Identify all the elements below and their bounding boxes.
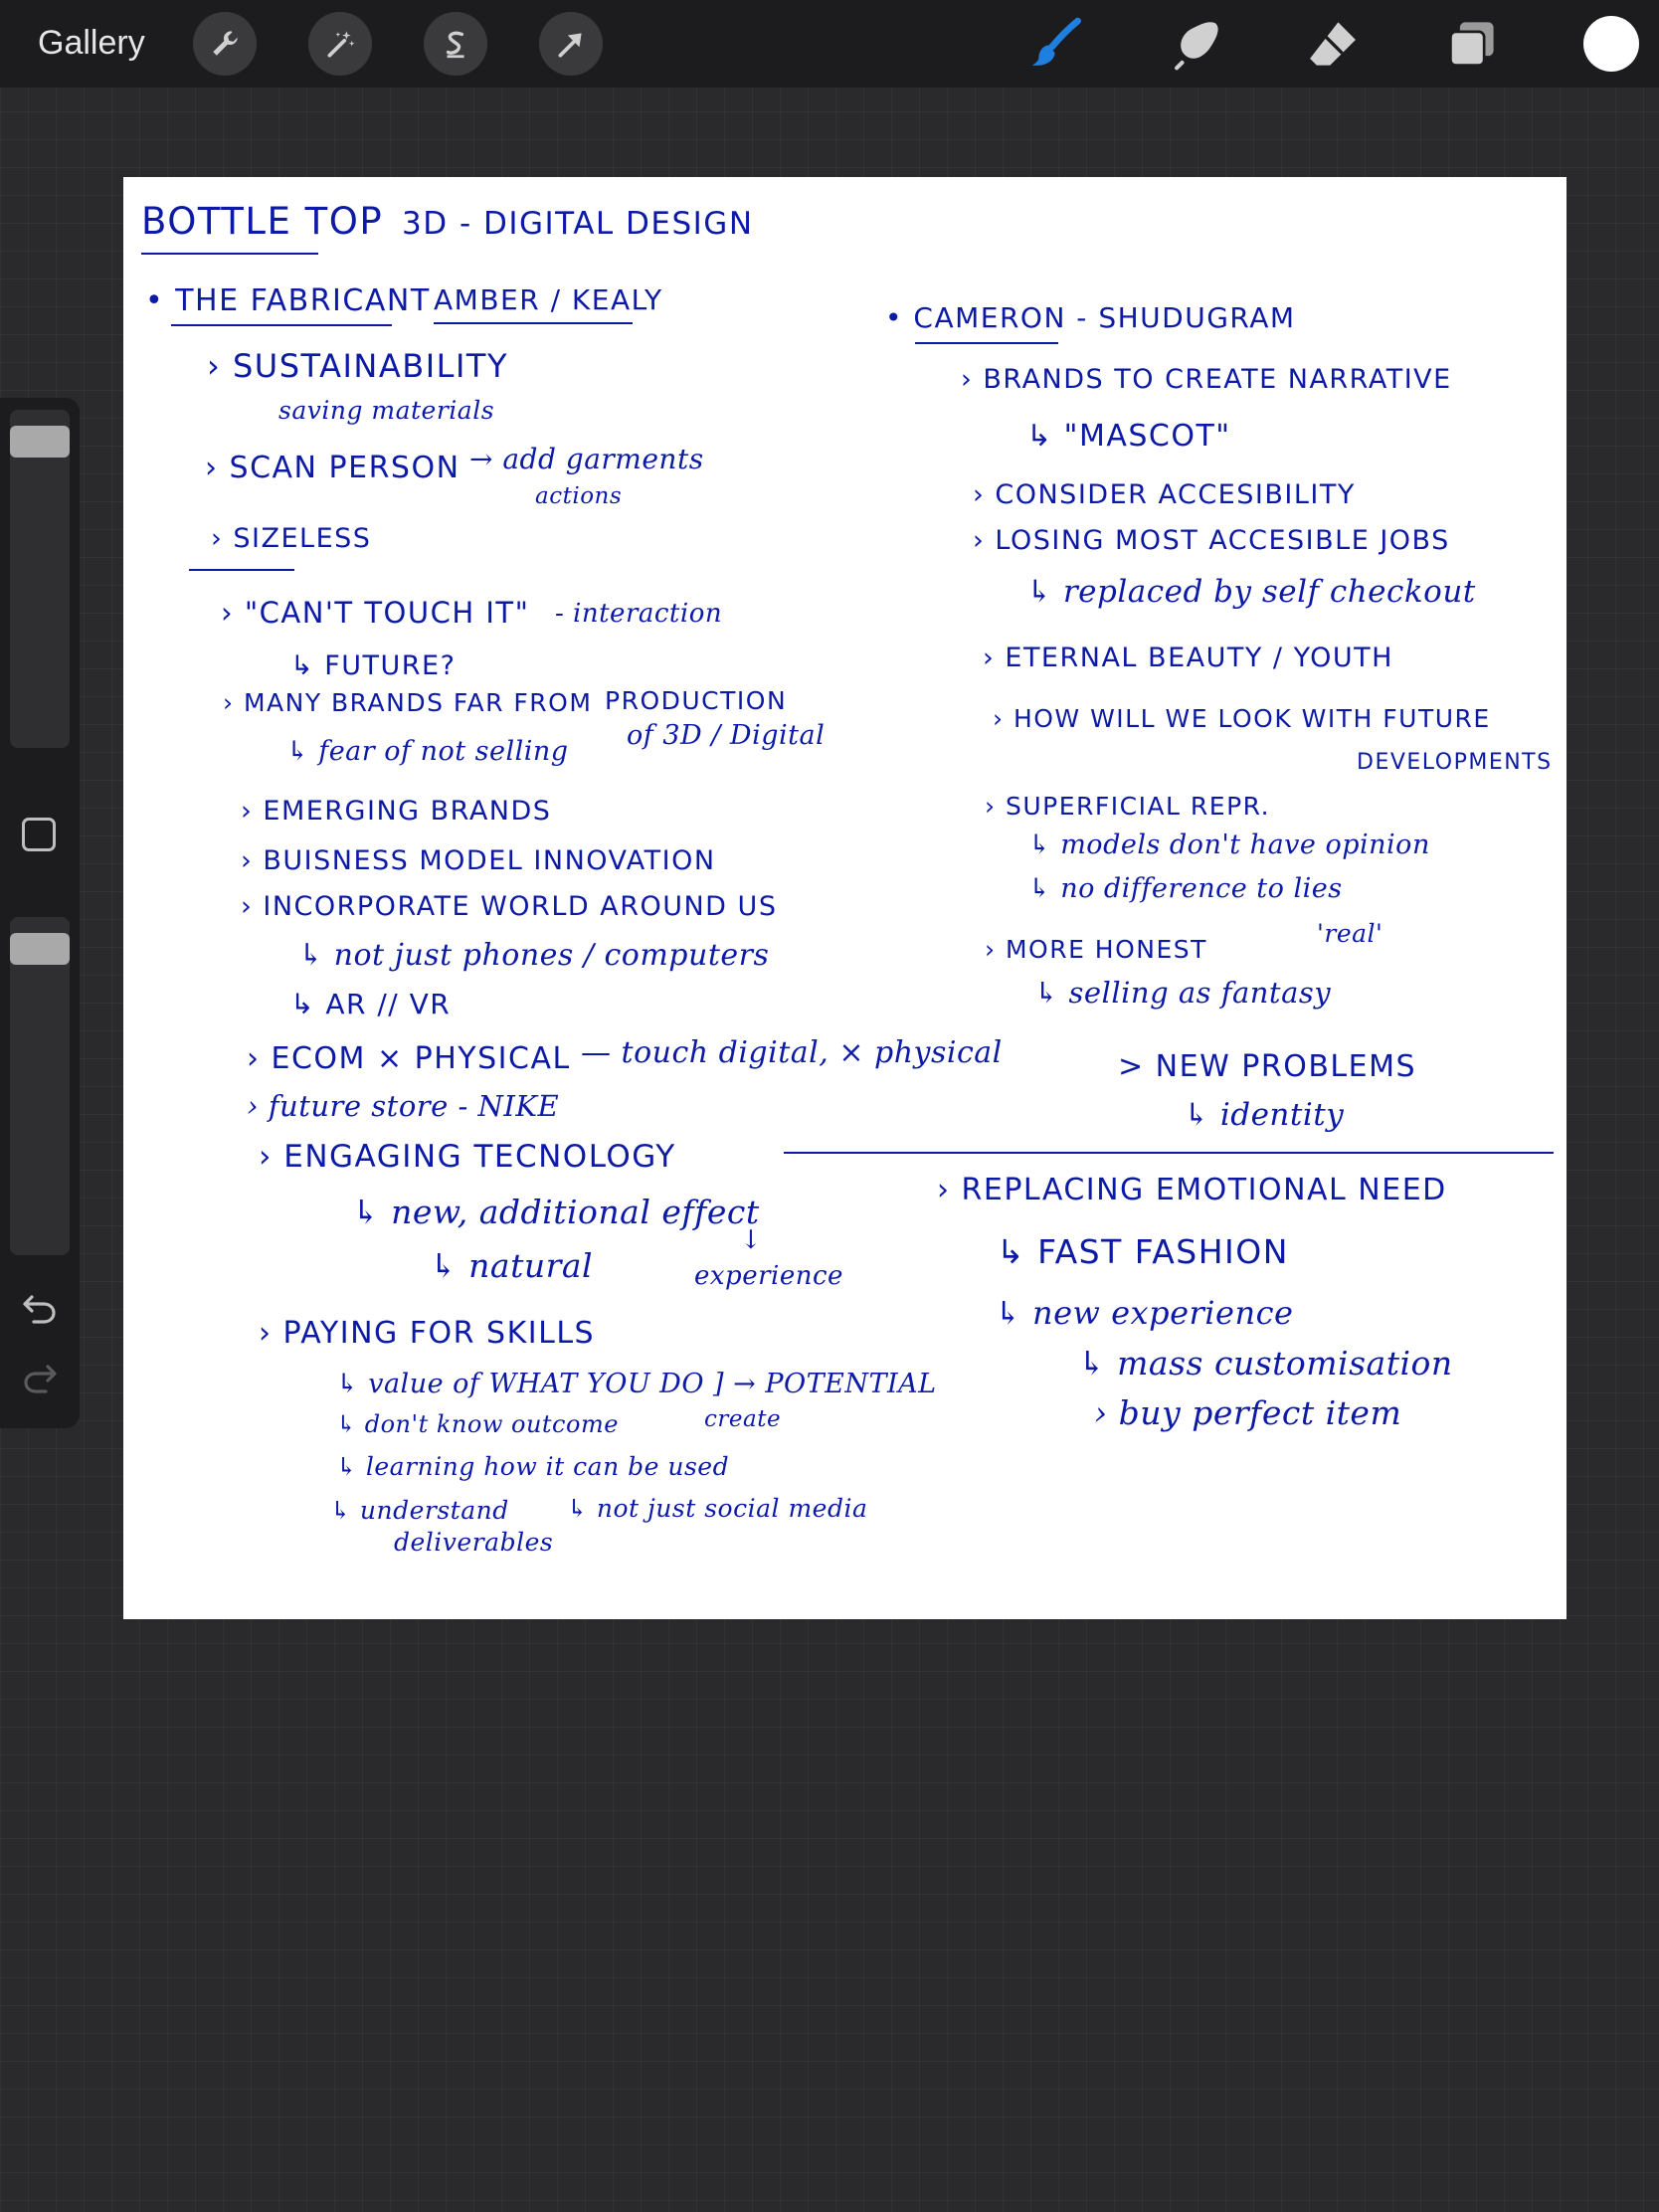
note-text: ↳ understand bbox=[330, 1496, 509, 1525]
left-sidebar bbox=[0, 398, 80, 1428]
note-text: › PAYING FOR SKILLS bbox=[259, 1316, 596, 1351]
title-underline bbox=[141, 253, 318, 255]
modify-square-icon[interactable] bbox=[22, 818, 56, 851]
note-text: - interaction bbox=[555, 599, 723, 629]
note-text: ↳ replaced by self checkout bbox=[1026, 574, 1476, 610]
note-text: DEVELOPMENTS bbox=[1357, 750, 1553, 775]
note-text: › INCORPORATE WORLD AROUND US bbox=[241, 891, 778, 922]
transform-button[interactable] bbox=[539, 12, 603, 76]
note-text: experience bbox=[694, 1261, 843, 1291]
note-text: ↳ AR // VR bbox=[290, 988, 452, 1020]
note-text: › ETERNAL BEAUTY / YOUTH bbox=[983, 643, 1393, 673]
note-text: • THE FABRICANT bbox=[145, 283, 431, 318]
brush-size-slider[interactable] bbox=[10, 410, 70, 748]
gallery-button[interactable]: Gallery bbox=[38, 24, 145, 62]
note-text: ↳ selling as fantasy bbox=[1034, 976, 1332, 1010]
magic-wand-icon bbox=[323, 27, 357, 61]
note-text: › buy perfect item bbox=[1094, 1393, 1402, 1432]
note-text: › CONSIDER ACCESIBILITY bbox=[973, 479, 1356, 510]
note-text: › SCAN PERSON bbox=[205, 451, 461, 485]
note-text: › ECOM × PHYSICAL bbox=[247, 1041, 571, 1076]
actions-button[interactable] bbox=[193, 12, 257, 76]
note-text: actions bbox=[535, 483, 623, 509]
smudge-icon bbox=[1169, 17, 1222, 71]
sizeless-underline bbox=[189, 569, 294, 571]
brush-icon bbox=[1029, 17, 1083, 71]
note-text: of 3D / Digital bbox=[627, 720, 826, 751]
note-text: ↳ don't know outcome bbox=[336, 1410, 619, 1438]
note-text: AMBER / KEALY bbox=[434, 283, 663, 316]
undo-icon[interactable] bbox=[20, 1289, 60, 1329]
section-divider-line bbox=[784, 1152, 1554, 1154]
note-text: ↳ models don't have opinion bbox=[1028, 830, 1430, 860]
note-text: saving materials bbox=[278, 396, 495, 425]
selection-s-icon bbox=[439, 27, 472, 61]
note-title: BOTTLE TOP bbox=[141, 200, 384, 243]
eraser-icon bbox=[1306, 17, 1360, 71]
note-text: > NEW PROBLEMS bbox=[1118, 1049, 1416, 1084]
note-text: ↳ mass customisation bbox=[1078, 1344, 1453, 1382]
selection-button[interactable] bbox=[424, 12, 487, 76]
note-text: create bbox=[704, 1406, 782, 1432]
note-text: › REPLACING EMOTIONAL NEED bbox=[937, 1173, 1447, 1207]
note-text: › ENGAGING TECNOLOGY bbox=[259, 1139, 676, 1175]
fabricant-underline bbox=[171, 324, 392, 326]
note-text: › BUISNESS MODEL INNOVATION bbox=[241, 845, 716, 876]
note-text: ↳ not just phones / computers bbox=[298, 938, 770, 973]
note-text: ↳ new experience bbox=[995, 1294, 1294, 1332]
note-text: › SUSTAINABILITY bbox=[207, 347, 508, 385]
brush-size-handle[interactable] bbox=[10, 426, 70, 458]
note-text: ↳ natural bbox=[430, 1246, 594, 1285]
redo-icon[interactable] bbox=[20, 1359, 60, 1398]
opacity-handle[interactable] bbox=[10, 933, 70, 965]
note-text: › MORE HONEST bbox=[985, 935, 1207, 964]
note-text: PRODUCTION bbox=[605, 686, 788, 715]
note-text: ↳ identity bbox=[1184, 1097, 1345, 1133]
layers-icon bbox=[1445, 17, 1499, 71]
wrench-icon bbox=[208, 27, 242, 61]
note-text: 'real' bbox=[1317, 919, 1383, 948]
smudge-tool-button[interactable] bbox=[1164, 12, 1227, 76]
layers-button[interactable] bbox=[1440, 12, 1504, 76]
note-text: › HOW WILL WE LOOK WITH FUTURE bbox=[993, 704, 1491, 733]
opacity-slider[interactable] bbox=[10, 917, 70, 1255]
note-text: ↳ value of WHAT YOU DO ] → POTENTIAL bbox=[336, 1369, 937, 1399]
note-text: ↓ bbox=[740, 1225, 763, 1255]
drawing-canvas[interactable] bbox=[123, 177, 1567, 1619]
note-text: › SIZELESS bbox=[211, 523, 372, 554]
note-text: › "CAN'T TOUCH IT" bbox=[221, 596, 530, 630]
note-text: → add garments bbox=[469, 443, 704, 475]
adjustments-button[interactable] bbox=[308, 12, 372, 76]
note-text: › BRANDS TO CREATE NARRATIVE bbox=[961, 364, 1452, 395]
note-text: ↳ learning how it can be used bbox=[336, 1452, 730, 1481]
note-text: ↳ not just social media bbox=[567, 1494, 868, 1523]
note-text: › EMERGING BRANDS bbox=[241, 796, 552, 827]
note-text: ↳ FUTURE? bbox=[290, 650, 457, 681]
color-picker-button[interactable] bbox=[1583, 16, 1639, 72]
note-subtitle: 3D - DIGITAL DESIGN bbox=[402, 206, 754, 242]
note-text: ↳ FAST FASHION bbox=[997, 1232, 1289, 1271]
note-text: deliverables bbox=[394, 1528, 554, 1557]
note-text: › SUPERFICIAL REPR. bbox=[985, 792, 1271, 821]
note-text: ↳ "MASCOT" bbox=[1026, 419, 1231, 454]
amber-underline bbox=[434, 322, 633, 324]
note-text: ↳ no difference to lies bbox=[1028, 873, 1343, 904]
note-text: › future store - NIKE bbox=[247, 1089, 560, 1123]
transform-arrow-icon bbox=[554, 27, 588, 61]
note-text: — touch digital, × physical bbox=[581, 1035, 1003, 1070]
cameron-underline bbox=[915, 342, 1058, 344]
eraser-tool-button[interactable] bbox=[1301, 12, 1365, 76]
note-text: › LOSING MOST ACCESIBLE JOBS bbox=[973, 525, 1450, 556]
note-text: ↳ fear of not selling bbox=[286, 736, 569, 767]
note-text: › MANY BRANDS FAR FROM bbox=[223, 688, 593, 717]
brush-tool-button[interactable] bbox=[1024, 12, 1088, 76]
note-text: • CAMERON - SHUDUGRAM bbox=[885, 301, 1296, 334]
note-text: ↳ new, additional effect bbox=[352, 1193, 760, 1231]
top-toolbar bbox=[0, 0, 1659, 88]
